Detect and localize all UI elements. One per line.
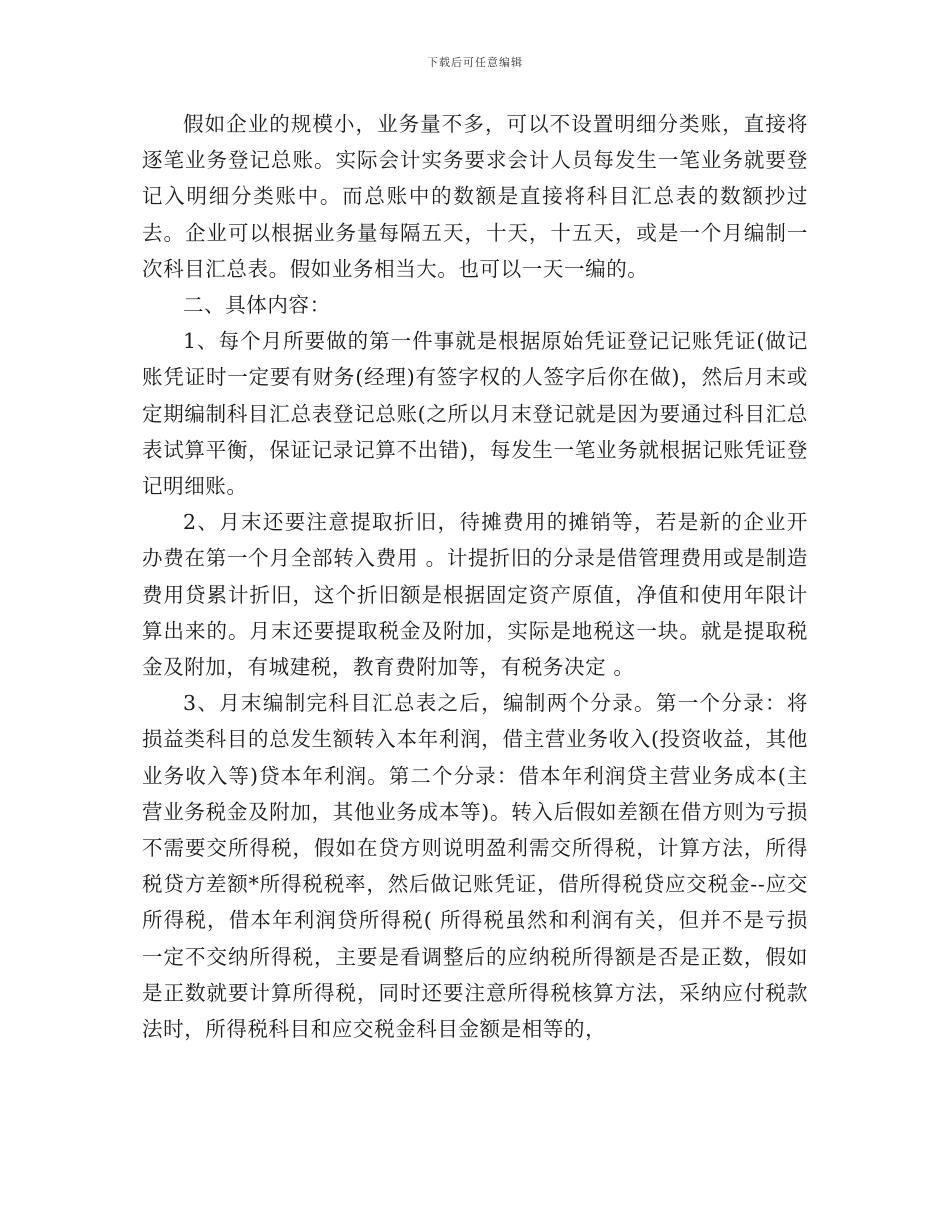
- paragraph-ledger-intro: 假如企业的规模小，业务量不多，可以不设置明细分类账，直接将逐笔业务登记总账。实际会计实务要求会计人员每发生一笔业务就要登记入明细分类账中。而总账中的数额是直接将科目汇总表的数额抄过去。企业可以根据业务量每隔五天，十天，十五天，或是一个月编制一次科目汇总表。假如业务相当大。也可以一天一编的。: [142, 112, 808, 281]
- paragraph-item-3: 3、月末编制完科目汇总表之后，编制两个分录。第一个分录：将损益类科目的总发生额转入本年利润，借主营业务收入(投资收益，其他业务收入等)贷本年利润。第二个分录：借本年利润贷主营业务成本(主营业务税金及附加，其他业务成本等)。转入后假如差额在借方则为亏损不需要交所得税，假如在贷方则说明盈利需交所得税，计算方法，所得税贷方差额*所得税税率，然后做记账凭证，借所得税贷应交税金--应交所得税，借本年利润贷所得税( 所得税虽然和利润有关，但并不是亏损一定不交纳所得税，主要是看调整后的应纳税所得额是否是正数，假如是正数就要计算所得税，同时还要注意所得税核算方法，采纳应付税款法时，所得税科目和应交税金科目金额是相等的，: [142, 691, 808, 1042]
- paragraph-item-2: 2、月末还要注意提取折旧，待摊费用的摊销等，若是新的企业开办费在第一个月全部转入费用 。计提折旧的分录是借管理费用或是制造费用贷累计折旧，这个折旧额是根据固定资产原值，净值和使用年限计算出来的。月末还要提取税金及附加，实际是地税这一块。就是提取税金及附加，有城建税，教育费附加等，有税务决定 。: [142, 510, 808, 680]
- paragraph-item-1: 1、每个月所要做的第一件事就是根据原始凭证登记记账凭证(做记账凭证时一定要有财务(经理)有签字权的人签字后你在做)，然后月末或定期编制科目汇总表登记总账(之所以月末登记就是因为要通过科目汇总表试算平衡，保证记录记算不出错)，每发生一笔业务就根据记账凭证登记明细账。: [142, 329, 808, 499]
- page-header: 下载后可任意编辑: [427, 56, 523, 69]
- document-body: [142, 106, 808, 1047]
- section-heading-specific-content: 二、具体内容：: [183, 293, 331, 318]
